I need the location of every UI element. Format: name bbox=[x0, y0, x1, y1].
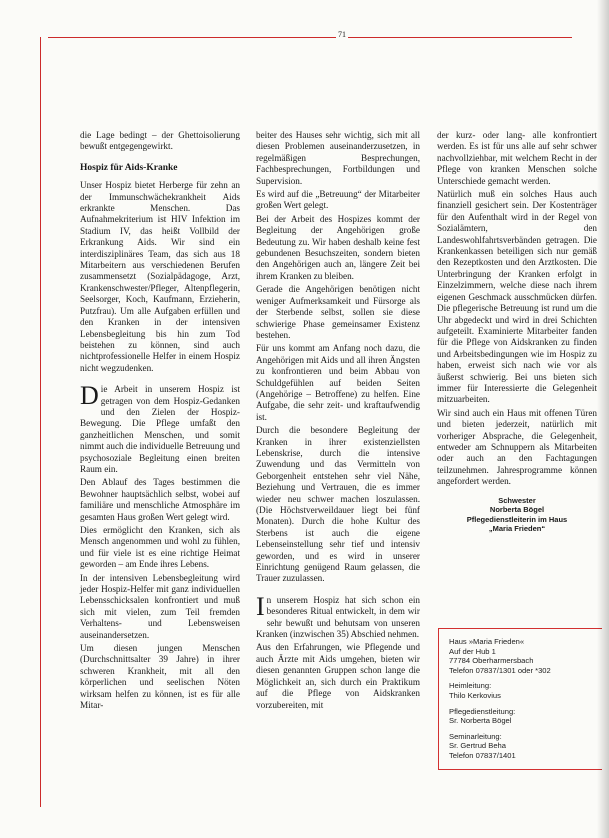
paragraph: Natürlich muß ein solches Haus auch finanziell gesichert sein. Der Kostenträger für den Aufenthalt wird in der Regel von Sozialämtern, den Landeswohlfahrtsverbänden getragen. Die Krankenkassen beteiligen sich nur gemäß den Rezeptkosten und den Arztkosten. Die Unterbringung der Kranken erfolgt in Einzelzimmern, welche diese nach ihrem eigenen Geschmack ausschmücken dürfen. Die pflegerische Betreuung ist rund um die Uhr abgedeckt und wird in drei Schichten aufgeteilt. Examinierte Mitarbeiter fanden für die Pflege von Aidskranken zu finden und Arbeitsbedingungen wie im Hospiz zu haben, erweist sich nach wie vor als äußerst schwierig. Bei uns bieten sich immer für Interessierte die Gelegenheit mitzuarbeiten. bbox=[437, 189, 597, 405]
address-line: 77784 Oberharmersbach bbox=[449, 656, 534, 666]
paragraph: Um diesen jungen Menschen (Durchschnittsalter 39 Jahre) in ihrer schweren Krankheit, mit all den körperlichen und seelischen Nöten wirksam helfen zu können, ist es für alle Mitar- bbox=[80, 643, 240, 711]
signature-title: Pflegedienstleiterin im Haus bbox=[466, 514, 568, 524]
paragraph: der kurz- oder lang- alle konfrontiert werden. Es ist für uns alle auf sehr schwer nachvollziehbar, mit welchem Recht in der Pflege von kranken Menschen solche Unterschiede gemacht werden. bbox=[437, 130, 597, 186]
contact-phone: Telefon 07837/1401 bbox=[449, 750, 516, 760]
top-red-rule bbox=[48, 37, 572, 38]
dropcap-paragraph: Die Arbeit in unserem Hospiz ist getragen von dem Hospiz-Gedanken und den Zielen der Hospiz-Bewegung. Die Pflege umfaßt den ganzheitlichen Menschen, und somit nimmt auch die individuelle Betreuung und psychosoziale Begleitung einen breiten Raum ein. bbox=[80, 381, 240, 474]
paragraph: Wir sind auch ein Haus mit offenen Türen und bieten jederzeit, natürlich mit vorheriger Absprache, die Gelegenheit, entweder am Schnuppern als Mitarbeiten oder auch an den Fachtagungen teilzunehmen. Jahresprogramme können angefordert werden. bbox=[437, 407, 597, 487]
address-box bbox=[438, 628, 602, 770]
paragraph: Den Ablauf des Tages bestimmen die Bewohner hauptsächlich selbst, wobei auf familiäre und menschliche Atmosphäre im gesamten Haus großen Wert gelegt wird. bbox=[80, 477, 240, 522]
address-line: Auf der Hub 1 bbox=[449, 646, 496, 656]
contact-name: Sr. Norberta Bögel bbox=[449, 716, 512, 726]
address-line: Telefon 07837/1301 oder *302 bbox=[449, 665, 551, 675]
page-edge-shadow bbox=[597, 0, 609, 838]
signature-role: Schwester bbox=[498, 495, 536, 505]
signature-house: „Maria Frieden“ bbox=[488, 524, 546, 534]
text-column-3 bbox=[437, 130, 597, 534]
contact-name: Thilo Kerkovius bbox=[449, 690, 501, 700]
contact-block bbox=[449, 732, 602, 761]
paragraph: Gerade die Angehörigen benötigen nicht weniger Aufmerksamkeit und Fürsorge als der Sterbende selbst, sollen sie diese schwierige Phase gemeinsamer Existenz bestehen. bbox=[256, 284, 420, 340]
author-signature bbox=[437, 496, 597, 534]
paragraph: Bei der Arbeit des Hospizes kommt der Begleitung der Angehörigen große Bedeutung zu. Wir haben deshalb keine fest gebundenen Besuchszeiten, sondern bieten den Angehörigen auch an, längere Zeit bei ihrem Kranken zu bleiben. bbox=[256, 213, 420, 281]
contact-label: Seminarleitung: bbox=[449, 731, 502, 741]
left-red-rule bbox=[40, 37, 41, 807]
intro-paragraph: die Lage bedingt – der Ghettoisolierung bewußt entgegengewirkt. bbox=[80, 130, 240, 152]
section-heading: Hospiz für Aids-Kranke bbox=[80, 162, 178, 173]
signature-name: Norberta Bögel bbox=[489, 505, 545, 515]
paragraph: Dies ermöglicht den Kranken, sich als Mensch angenommen und wohl zu fühlen, und für viele ist es eine richtige Heimat geworden – am Ende ihres Lebens. bbox=[80, 525, 240, 570]
contact-label: Pflegedienstleitung: bbox=[449, 706, 516, 716]
paragraph: Aus den Erfahrungen, wie Pflegende und auch Ärzte mit Aids umgehen, bieten wir diesen genannten Gruppen schon lange die Möglichkeit an, sich durch ein Praktikum auf die Pflege von Aidskranken vorzubereiten, mit bbox=[256, 642, 420, 710]
contact-label: Heimleitung: bbox=[449, 681, 492, 691]
address-block bbox=[449, 637, 602, 675]
paragraph: Für uns kommt am Anfang noch dazu, die Angehörigen mit Aids und all ihren Ängsten zu konfrontieren und beim Abbau von Schuldgefühlen auf beiden Seiten (Angehörige – Betroffene) zu helfen. Eine Aufgabe, die sehr zeit- und kraftaufwendig ist. bbox=[256, 343, 420, 422]
address-line: Haus »Maria Frieden« bbox=[449, 637, 525, 646]
paragraph: Es wird auf die „Betreuung“ der Mitarbeiter großen Wert gelegt. bbox=[256, 189, 420, 211]
text-column-2 bbox=[256, 130, 420, 713]
page-number: 71 bbox=[338, 30, 346, 39]
contact-block bbox=[449, 707, 602, 726]
text-column-1 bbox=[80, 130, 240, 714]
paragraph: In der intensiven Lebensbegleitung wird jeder Hospiz-Helfer mit ganz individuellen Lebensschicksalen konfrontiert und muß sich mit vielen, zum Teil fremden Verhaltens- und Lebensweisen auseinandersetzen. bbox=[80, 572, 240, 640]
dropcap-paragraph: In unserem Hospiz hat sich schon ein besonderes Ritual entwickelt, in dem wir sehr bewußt und behutsam von unseren Kranken (inzwischen 35) Abschied nehmen. bbox=[256, 591, 420, 640]
contact-name: Sr. Gertrud Beha bbox=[449, 741, 506, 751]
paragraph: beiter des Hauses sehr wichtig, sich mit all diesen Problemen auseinanderzusetzen, in regelmäßigen Besprechungen, Fachbesprechungen, Fortbildungen und Supervision. bbox=[256, 130, 420, 186]
paragraph: Unser Hospiz bietet Herberge für zehn an der Immunschwächekrankheit Aids erkrankte Menschen. Das Aufnahmekriterium ist HIV Infektion im Stadium IV, das heißt Vollbild der Erkrankung Aids. Wir sind ein interdisziplinäres Team, das sich aus 18 Mitarbeitern aus verschiedenen Berufen zusammensetzt (Sozialpädagoge, Arzt, Krankenschwester/Pfleger, Altenpflegerin, Seelsorger, Koch, Kaufmann, Erzieherin, Putzfrau). Um alle Aufgaben erfüllen und den Kranken in der intensiven Lebensbegleitung bis hin zum Tod beistehen zu können, sind auch nichtprofessionelle Helfer in einem Hospiz nicht wegzudenken. bbox=[80, 180, 240, 373]
contact-block bbox=[449, 681, 602, 700]
paragraph: Durch die besondere Begleitung der Kranken in ihrer existenziellsten Lebenskrise, durch die intensive Zuwendung und das Vermitteln von Geborgenheit entstehen sehr viel Nähe, Beziehung und Vertrauen, die es immer wieder neu schwer machen loszulassen. (Die Höchstverweildauer liegt bei fünf Monaten). Durch die hohe Kultur des Sterbens ist auch die eigene Lebenseinstellung sehr tief und intensiv geworden, und es wird in unserer Einrichtung genügend Raum gelassen, die Trauer zuzulassen. bbox=[256, 425, 420, 584]
